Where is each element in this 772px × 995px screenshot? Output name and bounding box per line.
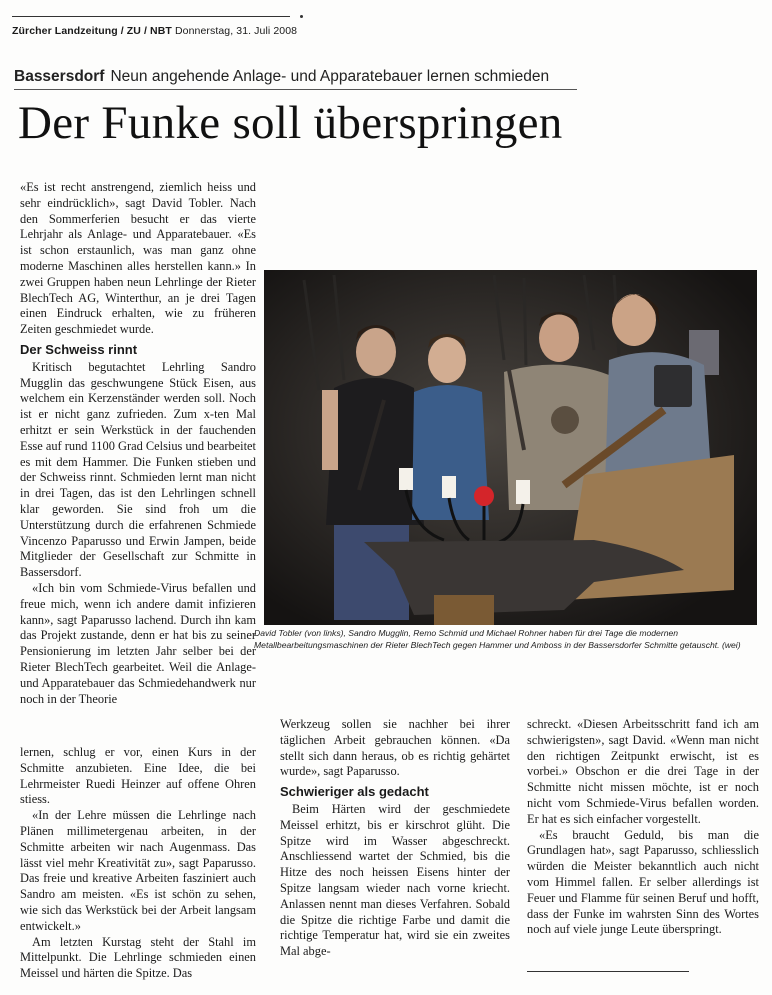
photo-caption: David Tobler (von links), Sandro Mugglin, Remo Schmid und Michael Rohner haben für drei Tage die modernen Metallbearbeitungsmaschinen der Rieter BlechTech gegen Hammer und Amboss in der Bassersdorfer Schmitte getauscht. (wei) [254,628,741,650]
top-dot [300,15,303,18]
top-rule [12,16,290,17]
paragraph: schreckt. «Diesen Arbeitsschritt fand ich am schwierigsten», sagt David. «Wenn man nicht den richtigen Zeitpunkt erwischt, ist es vorbei.» Obschon er die drei Tage in der Schmitte nicht missen möchte, ist er noch nicht vom Schmiede-Virus befallen worden. Er hat es sich einfacher vorgestellt. [527,717,759,826]
issue-date: Donnerstag, 31. Juli 2008 [174,25,298,37]
column-3 [527,717,759,938]
kicker [14,68,549,86]
end-rule [527,971,689,972]
column-1-upper [20,180,256,707]
headline: Der Funke soll überspringen [18,97,563,149]
kicker-rule [14,89,577,90]
paper-name: Zürcher Landzeitung / ZU / NBT [12,25,172,37]
paragraph: «In der Lehre müssen die Lehrlinge nach Plänen millimetergenau arbeiten, in der Schmitte arbeiten wir nach Augenmass. Das lässt viel mehr Kreativität zu», sagt Paparusso. Das freie und kreative Arbeiten fasziniert auch Sandro am meisten. «Es ist schön zu sehen, wie sich das Werkstück bei der Arbeit langsam entwickelt.» [20,808,256,933]
kicker-location: Bassersdorf [14,68,105,85]
paragraph: Werkzeug sollen sie nachher bei ihrer täglichen Arbeit gebrauchen können. «Da stellt sich dann heraus, ob es richtig gehärtet wurde», sagt Paparusso. [280,717,510,779]
article-photo [264,270,757,625]
masthead [12,25,297,37]
paragraph: lernen, schlug er vor, einen Kurs in der Schmitte anzubieten. Eine Idee, die bei Lehrmeister Ruedi Heinzer auf offene Ohren stiess. [20,745,256,807]
paragraph: «Es ist recht anstrengend, ziemlich heiss und sehr eindrücklich», sagt David Tobler. Nach den Sommerferien besucht er das vierte Lehrjahr als Anlage- und Apparatebauer. «Es ist schon erstaunlich, was man ganz ohne moderne Maschinen alles herstellen kann.» In zwei Gruppen haben neun Lehrlinge der Rieter BlechTech AG, Winterthur, an je drei Tagen einen Eindruck erhalten, wie zu früheren Zeiten geschmiedet wurde. [20,180,256,337]
paragraph: «Es braucht Geduld, bis man die Grundlagen hat», sagt Paparusso, schliesslich würden die Meister bekanntlich auch nicht vom Himmel fallen. Er selber allerdings ist Feuer und Flamme für seinen Beruf und hofft, dass der Funke im wahrsten Sinn des Wortes noch auf viele junge Leute überspringt. [527,827,759,937]
paragraph: Kritisch begutachtet Lehrling Sandro Mugglin das geschwungene Stück Eisen, aus welchem ein Kerzenständer werden soll. Noch ist er nicht ganz zufrieden. Zum x-ten Mal erhitzt er sein Werkstück in der fauchenden Esse auf rund 1100 Grad Celsius und bearbeitet es mit dem Hammer. Die Funken stieben und der Schweiss rinnt. Schmieden lernt man nicht in drei Tagen, das ist den Lehrlingen schnell klar geworden. Sie sind froh um die Unterstützung durch die erfahrenen Schmiede Vincenzo Paparusso und Erwin Jampen, beide Mitglieder der Gesellschaft zur Schmitte in Bassersdorf. [20,359,256,580]
kicker-text: Neun angehende Anlage- und Apparatebauer lernen schmieden [110,68,550,85]
subheading: Schwieriger als gedacht [280,784,429,800]
paragraph: Beim Härten wird der geschmiedete Meissel erhitzt, bis er kirschrot glüht. Die Spitze wird im Wasser abgeschreckt. Anschliessend wartet der Schmied, bis die Hitze des noch heissen Eisens hinter der Spitze langsam wieder nach vorne kriecht. Anlassen nennt man dieses Verfahren. Sobald die Spitze die richtige Farbe und damit die richtige Temperatur hat, wird sie ein zweites Mal abge- [280,801,510,959]
subheading: Der Schweiss rinnt [20,341,138,357]
paragraph: «Ich bin vom Schmiede-Virus befallen und freue mich, wenn ich andere damit infizieren kann», sagt Paparusso lachend. Durch ihn kam das Projekt zustande, denn er hat bis zu seiner Pensionierung im letzten Jahr selber bei der Rieter BlechTech gearbeitet. Weil die Anlage- und Apparatebauer das Schmiedehandwerk nur noch in der Theorie [20,580,256,706]
column-1-lower [20,745,256,982]
column-2 [280,717,510,960]
paragraph: Am letzten Kurstag steht der Stahl im Mittelpunkt. Die Lehrlinge schmieden einen Meissel und härten die Spitze. Das [20,934,256,981]
